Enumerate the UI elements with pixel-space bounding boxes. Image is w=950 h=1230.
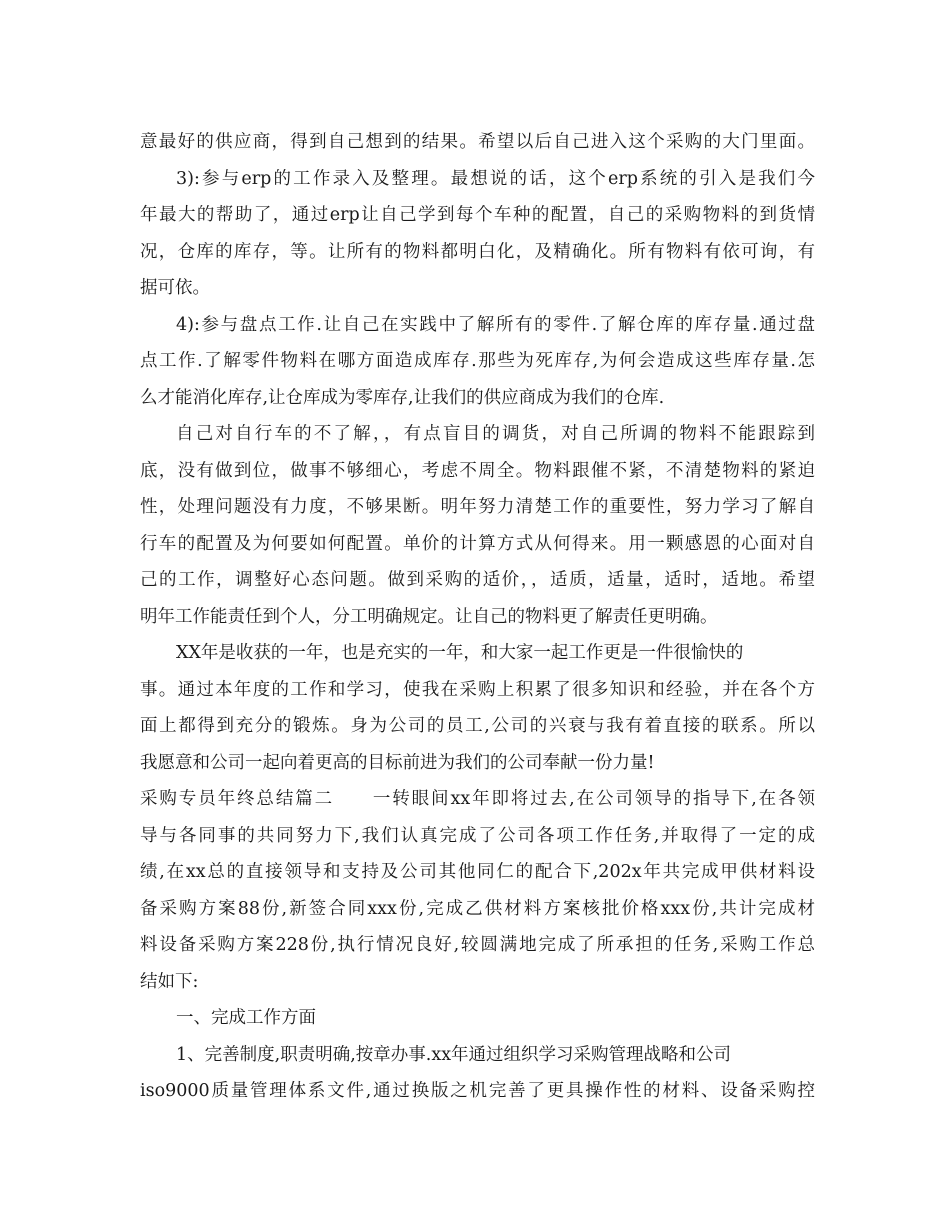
- text-line: 绩,在xx总的直接领导和支持及公司其他同仁的配合下,202x年共完成甲供材料设: [140, 862, 815, 882]
- text-line: 年最大的帮助了，通过erp让自己学到每个车种的配置，自己的采购物料的到货情: [140, 205, 815, 225]
- text-line: 据可依。: [140, 278, 210, 298]
- text-line: 我愿意和公司一起向着更高的目标前进为我们的公司奉献一份力量!: [140, 752, 655, 773]
- text-line: 料设备采购方案228份,执行情况良好,较圆满地完成了所承担的任务,采购工作总: [140, 935, 815, 955]
- text-line: 自己对自行车的不了解，，有点盲目的调货，对自己所调的物料不能跟踪到: [176, 424, 815, 444]
- text-line: 一、完成工作方面: [176, 1008, 316, 1028]
- text-line: 备采购方案88份,新签合同xxx份,完成乙供材料方案核批价格xxx份,共计完成材: [140, 898, 815, 919]
- text-line: 况，仓库的库存，等。让所有的物料都明白化，及精确化。所有物料有依可询，有: [140, 241, 815, 262]
- text-line: 1、完善制度,职责明确,按章办事.xx年通过组织学习采购管理战略和公司: [176, 1044, 732, 1065]
- text-line: 面上都得到充分的锻炼。身为公司的员工,公司的兴衰与我有着直接的联系。所以: [140, 716, 815, 736]
- text-line: 明年工作能责任到个人，分工明确规定。让自己的物料更了解责任更明确。: [140, 606, 718, 627]
- text-line: 点工作.了解零件物料在哪方面造成库存.那些为死库存,为何会造成这些库存量.怎: [140, 351, 815, 371]
- text-line: 4):参与盘点工作.让自己在实践中了解所有的零件.了解仓库的库存量.通过盘: [176, 314, 815, 335]
- text-line: iso9000质量管理体系文件,通过换版之机完善了更具操作性的材料、设备采购控: [140, 1081, 815, 1101]
- document-body: [140, 124, 815, 1110]
- text-line: 底，没有做到位，做事不够细心，考虑不周全。物料跟催不紧，不清楚物料的紧迫: [140, 460, 815, 481]
- text-line: 性，处理问题没有力度，不够果断。明年努力清楚工作的重要性，努力学习了解自: [140, 497, 815, 517]
- text-line: 己的工作，调整好心态问题。做到采购的适价，，适质，适量，适时，适地。希望: [140, 570, 815, 590]
- text-line: 采购专员年终总结篇二 一转眼间xx年即将过去,在公司领导的指导下,在各领: [140, 789, 815, 809]
- text-line: XX年是收获的一年，也是充实的一年，和大家一起工作更是一件很愉快的: [176, 643, 744, 663]
- text-line: 意最好的供应商，得到自己想到的结果。希望以后自己进入这个采购的大门里面。: [140, 132, 815, 152]
- text-line: 么才能消化库存,让仓库成为零库存,让我们的供应商成为我们的仓库.: [140, 387, 665, 408]
- text-line: 行车的配置及为何要如何配置。单价的计算方式从何得来。用一颗感恩的心面对自: [140, 533, 815, 554]
- text-line: 事。通过本年度的工作和学习，使我在采购上积累了很多知识和经验，并在各个方: [140, 679, 815, 700]
- text-line: 导与各同事的共同努力下,我们认真完成了公司各项工作任务,并取得了一定的成: [140, 825, 815, 846]
- text-line: 结如下:: [140, 971, 199, 992]
- text-line: 3):参与erp的工作录入及整理。最想说的话，这个erp系统的引入是我们今: [176, 168, 815, 189]
